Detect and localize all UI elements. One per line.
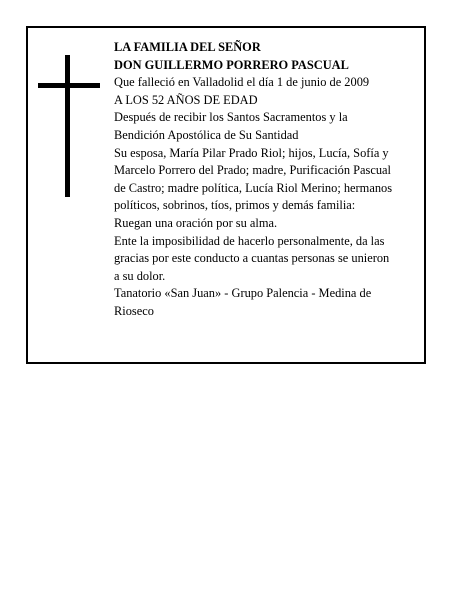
death-date-line: Que falleció en Valladolid el día 1 de junio de 2009 [114, 75, 370, 90]
family-line-2: Marcelo Porrero del Prado; madre, Purificación Pascual [114, 163, 391, 178]
family-line-1: Su esposa, María Pilar Prado Riol; hijos, Lucía, Sofía y [114, 145, 389, 160]
age-line: A LOS 52 AÑOS DE EDAD [114, 92, 258, 107]
heading-deceased-name: DON GUILLERMO PORRERO PASCUAL [114, 57, 349, 72]
thanks-line-2: gracias por este conducto a cuantas personas se unieron [114, 251, 390, 266]
family-line-3: de Castro; madre política, Lucía Riol Merino; hermanos [114, 180, 393, 195]
cross-horizontal-bar [38, 83, 100, 88]
obituary-text [114, 39, 424, 321]
sacraments-line-1: Después de recibir los Santos Sacramentos y la [114, 110, 348, 125]
thanks-line-1: Ente la imposibilidad de hacerlo personalmente, da las [114, 233, 385, 248]
prayer-line: Ruegan una oración por su alma. [114, 215, 278, 230]
funeral-home-line-2: Rioseco [114, 303, 154, 318]
thanks-line-3: a su dolor. [114, 268, 166, 283]
cross-vertical-bar [65, 55, 70, 197]
funeral-home-line-1: Tanatorio «San Juan» - Grupo Palencia - Medina de [114, 286, 372, 301]
heading-family: LA FAMILIA DEL SEÑOR [114, 40, 261, 54]
family-line-4: políticos, sobrinos, tíos, primos y demás familia: [114, 198, 356, 213]
cross-icon [38, 55, 100, 197]
sacraments-line-2: Bendición Apostólica de Su Santidad [114, 127, 299, 142]
